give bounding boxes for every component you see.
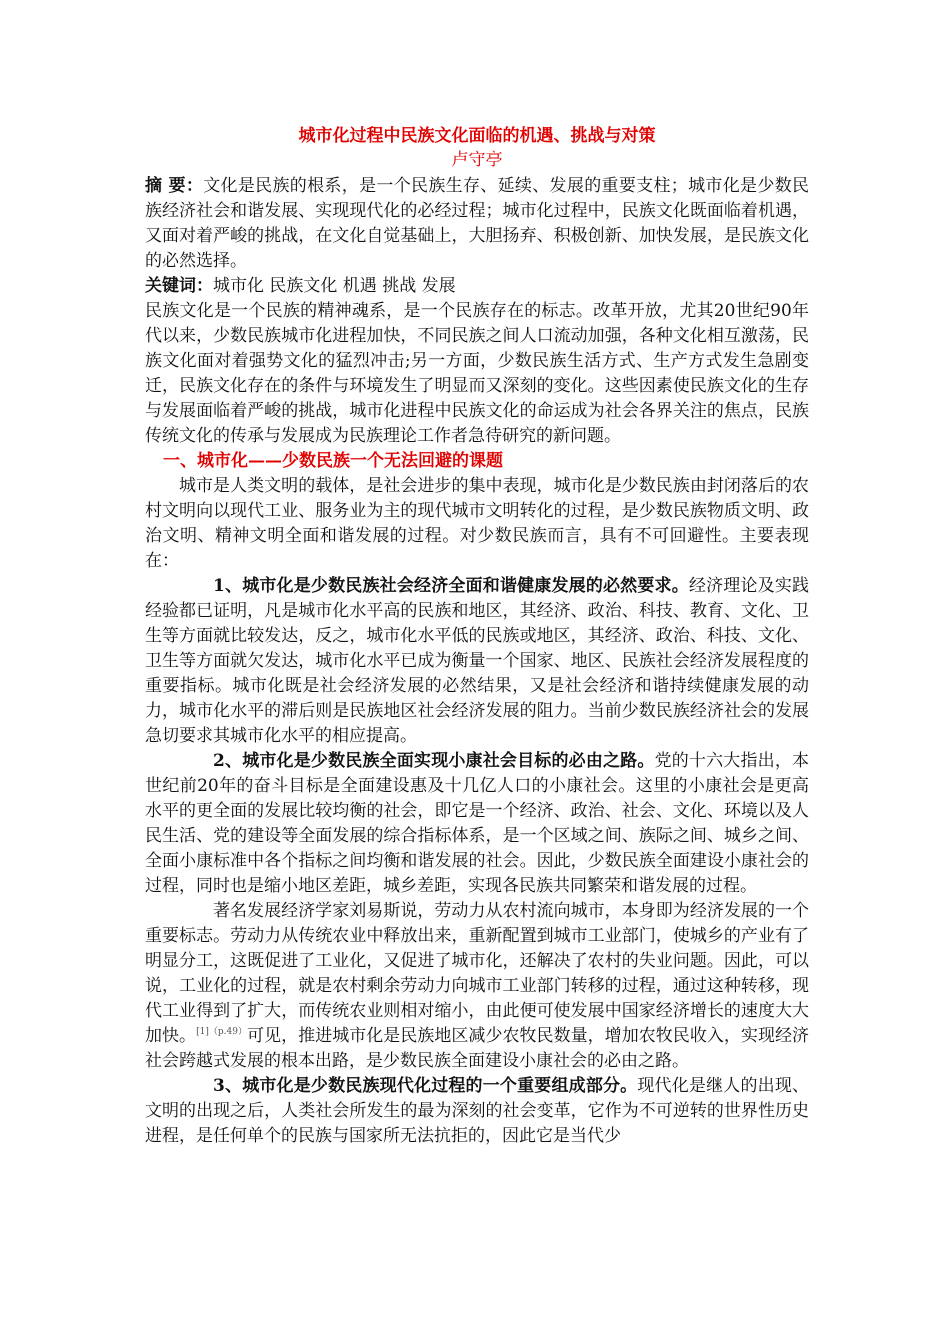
abstract-paragraph	[145, 174, 809, 274]
point-2-paragraph	[145, 749, 809, 899]
lewis-text-b: 可见，推进城市化是民族地区减少农牧民数量，增加农牧民收入，实现经济社会跨越式发展的根本出路，是少数民族全面建设小康社会的必由之路。	[145, 1026, 810, 1071]
point-3-paragraph	[145, 1074, 809, 1149]
abstract-text: 文化是民族的根系，是一个民族生存、延续、发展的重要支柱；城市化是少数民族经济社会和谐发展、实现现代化的必经过程；城市化过程中，民族文化既面临着机遇，又面对着严峻的挑战，在文化自觉基础上，大胆扬弃、积极创新、加快发展，是民族文化的必然选择。	[145, 176, 810, 271]
document-page	[145, 124, 809, 1149]
keywords-paragraph	[145, 274, 809, 299]
point-1-heading: 1、城市化是少数民族社会经济全面和谐健康发展的必然要求。	[213, 576, 689, 596]
abstract-label: 摘 要：	[145, 176, 204, 196]
citation-mark: [1]（p.49）	[196, 1027, 248, 1037]
point-2-heading: 2、城市化是少数民族全面实现小康社会目标的必由之路。	[213, 751, 655, 771]
point-3-heading: 3、城市化是少数民族现代化过程的一个重要组成部分。	[213, 1076, 638, 1096]
point-1-paragraph	[145, 574, 809, 749]
point-1-text: 经济理论及实践经验都已证明，凡是城市化水平高的民族和地区，其经济、政治、科技、教育、文化、卫生等方面就比较发达，反之，城市化水平低的民族或地区，其经济、政治、科技、文化、卫生等方面就欠发达，城市化水平已成为衡量一个国家、地区、民族社会经济发展程度的重要指标。城市化既是社会经济发展的必然结果，又是社会经济和谐持续健康发展的动力，城市化水平的滞后则是民族地区社会经济发展的阻力。当前少数民族经济社会的发展急切要求其城市化水平的相应提高。	[145, 576, 810, 746]
keywords-text: 城市化 民族文化 机遇 挑战 发展	[213, 276, 456, 296]
article-title: 城市化过程中民族文化面临的机遇、挑战与对策	[298, 126, 656, 146]
lewis-paragraph	[145, 899, 809, 1074]
point-3-text: 现代化是继人的出现、文明的出现之后，人类社会所发生的最为深刻的社会变革，它作为不可逆转的世界性历史进程，是任何单个的民族与国家所无法抗拒的，因此它是当代少	[145, 1076, 810, 1146]
point-2-text: 党的十六大指出，本世纪前20年的奋斗目标是全面建设惠及十几亿人口的小康社会。这里的小康社会是更高水平的更全面的发展比较均衡的社会，即它是一个经济、政治、社会、文化、环境以及人民生活、党的建设等全面发展的综合指标体系，是一个区域之间、族际之间、城乡之间、全面小康标准中各个指标之间均衡和谐发展的社会。因此，少数民族全面建设小康社会的过程，同时也是缩小地区差距，城乡差距，实现各民族共同繁荣和谐发展的过程。	[145, 751, 810, 896]
lewis-text-a: 著名发展经济学家刘易斯说，劳动力从农村流向城市，本身即为经济发展的一个重要标志。劳动力从传统农业中释放出来，重新配置到城市工业部门，使城乡的产业有了明显分工，这既促进了工业化，又促进了城市化，还解决了农村的失业问题。因此，可以说，工业化的过程，就是农村剩余劳动力向城市工业部门转移的过程，通过这种转移，现代工业得到了扩大，而传统农业则相对缩小，由此便可使发展中国家经济增长的速度大大加快。	[145, 901, 809, 1046]
section-1-lead: 城市是人类文明的载体，是社会进步的集中表现，城市化是少数民族由封闭落后的农村文明向以现代工业、服务业为主的现代城市文明转化的过程，是少数民族物质文明、政治文明、精神文明全面和谐发展的过程。对少数民族而言，具有不可回避性。主要表现在：	[145, 476, 809, 571]
article-author: 卢守亭	[451, 150, 503, 170]
section-1-heading: 一、城市化——少数民族一个无法回避的课题	[163, 451, 503, 471]
keywords-label: 关键词：	[145, 276, 213, 296]
intro-paragraph: 民族文化是一个民族的精神魂系，是一个民族存在的标志。改革开放，尤其20世纪90年代以来，少数民族城市化进程加快，不同民族之间人口流动加强，各种文化相互激荡，民族文化面对着强势文化的猛烈冲击;另一方面，少数民族生活方式、生产方式发生急剧变迁，民族文化存在的条件与环境发生了明显而又深刻的变化。这些因素使民族文化的生存与发展面临着严峻的挑战，城市化进程中民族文化的命运成为社会各界关注的焦点，民族传统文化的传承与发展成为民族理论工作者急待研究的新问题。	[145, 301, 809, 446]
